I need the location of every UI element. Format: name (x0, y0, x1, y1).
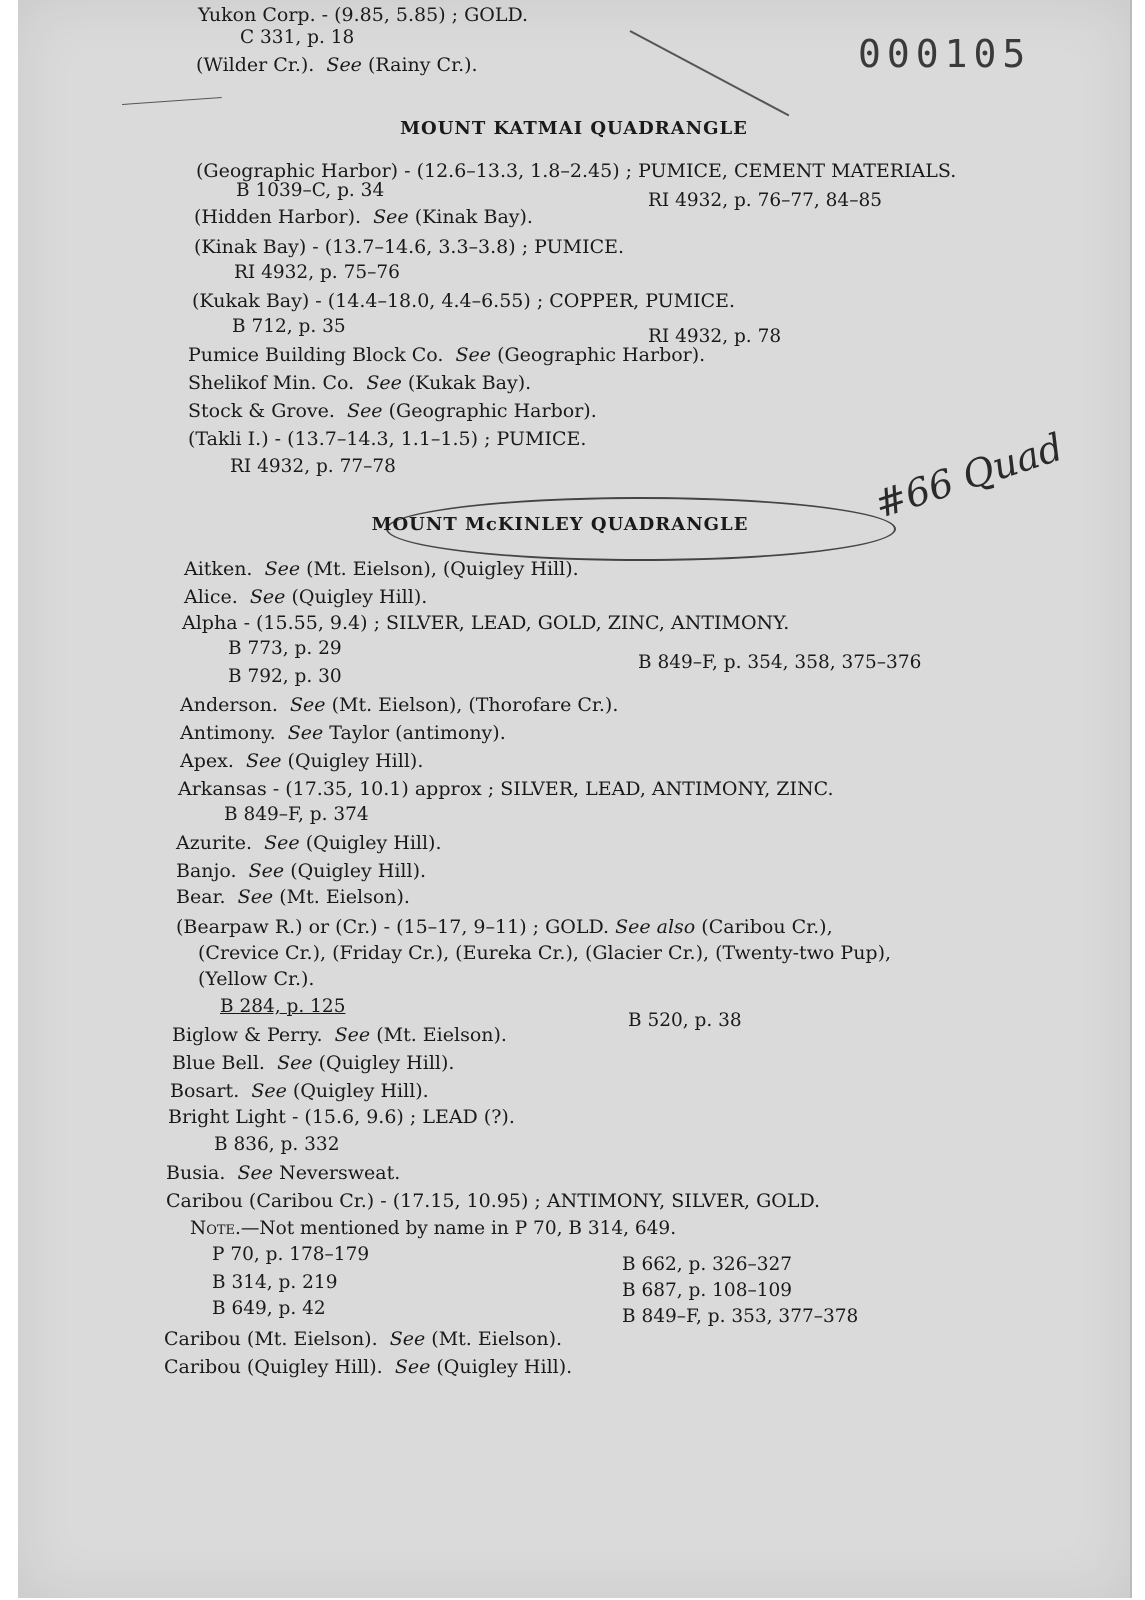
reference: RI 4932, p. 75–76 (234, 262, 400, 283)
entry-line: Caribou (Caribou Cr.) - (17.15, 10.95) ; ANTIMONY, SILVER, GOLD. (166, 1190, 821, 1212)
section-heading-mckinley: MOUNT McKINLEY QUADRANGLE (371, 514, 749, 535)
reference: RI 4932, p. 76–77, 84–85 (648, 190, 882, 211)
reference: B 792, p. 30 (228, 666, 342, 687)
entry-line: (Crevice Cr.), (Friday Cr.), (Eureka Cr.), (Glacier Cr.), (Twenty-two Pup), (198, 942, 892, 964)
reference: B 849–F, p. 353, 377–378 (622, 1306, 859, 1327)
entry-line: (Takli I.) - (13.7–14.3, 1.1–1.5) ; PUMICE. (188, 428, 587, 450)
entry-line: Shelikof Min. Co. See (Kukak Bay). (188, 372, 532, 394)
entry-line: Azurite. See (Quigley Hill). (176, 832, 442, 854)
entry-line: Bosart. See (Quigley Hill). (170, 1080, 429, 1102)
entry-line: Busia. See Neversweat. (166, 1162, 401, 1184)
reference: C 331, p. 18 (240, 27, 355, 48)
entry-line: Aitken. See (Mt. Eielson), (Quigley Hill). (184, 558, 579, 580)
entry-line: Apex. See (Quigley Hill). (180, 750, 424, 772)
reference: B 284, p. 125 (220, 996, 346, 1017)
page-number-stamp: 000105 (858, 32, 1032, 76)
reference: B 662, p. 326–327 (622, 1254, 793, 1275)
entry-line: Biglow & Perry. See (Mt. Eielson). (172, 1024, 507, 1046)
entry-line: Bear. See (Mt. Eielson). (176, 886, 410, 908)
reference: B 687, p. 108–109 (622, 1280, 793, 1301)
entry-line: Caribou (Mt. Eielson). See (Mt. Eielson). (164, 1328, 563, 1350)
entry-line: (Yellow Cr.). (198, 968, 315, 990)
pencil-mark (122, 97, 222, 105)
section-heading-katmai: MOUNT KATMAI QUADRANGLE (400, 118, 748, 139)
reference: P 70, p. 178–179 (212, 1244, 370, 1265)
entry-line: (Hidden Harbor). See (Kinak Bay). (194, 206, 533, 228)
entry-line: Yukon Corp. - (9.85, 5.85) ; GOLD. (198, 4, 529, 26)
entry-line: Alice. See (Quigley Hill). (184, 586, 428, 608)
entry-line: (Kukak Bay) - (14.4–18.0, 4.4–6.55) ; COPPER, PUMICE. (192, 290, 736, 312)
reference: B 1039–C, p. 34 (236, 180, 385, 201)
reference: B 520, p. 38 (628, 1010, 742, 1031)
reference: B 773, p. 29 (228, 638, 342, 659)
document-page (18, 0, 1132, 1598)
reference: B 849–F, p. 374 (224, 804, 369, 825)
note-line: Note.—Not mentioned by name in P 70, B 314, 649. (190, 1218, 677, 1239)
reference: RI 4932, p. 77–78 (230, 456, 396, 477)
pencil-mark (630, 30, 790, 116)
entry-line: Blue Bell. See (Quigley Hill). (172, 1052, 455, 1074)
reference: B 712, p. 35 (232, 316, 346, 337)
entry-line: (Bearpaw R.) or (Cr.) - (15–17, 9–11) ; GOLD. See also (Caribou Cr.), (176, 916, 833, 938)
entry-line: (Geographic Harbor) - (12.6–13.3, 1.8–2.45) ; PUMICE, CEMENT MATERIALS. (196, 160, 957, 182)
entry-line: Pumice Building Block Co. See (Geographic Harbor). (188, 344, 706, 366)
entry-line: Banjo. See (Quigley Hill). (176, 860, 427, 882)
reference: B 649, p. 42 (212, 1298, 326, 1319)
reference: B 836, p. 332 (214, 1134, 340, 1155)
entry-line: (Wilder Cr.). See (Rainy Cr.). (196, 54, 478, 76)
entry-line: Caribou (Quigley Hill). See (Quigley Hill). (164, 1356, 573, 1378)
entry-line: Antimony. See Taylor (antimony). (180, 722, 506, 744)
entry-line: Bright Light - (15.6, 9.6) ; LEAD (?). (168, 1106, 515, 1128)
entry-line: Anderson. See (Mt. Eielson), (Thorofare Cr.). (180, 694, 619, 716)
handwritten-note: #66 Quad (869, 424, 1069, 527)
reference: RI 4932, p. 78 (648, 326, 782, 347)
entry-line: Alpha - (15.55, 9.4) ; SILVER, LEAD, GOLD, ZINC, ANTIMONY. (182, 612, 790, 634)
entry-line: Arkansas - (17.35, 10.1) approx ; SILVER, LEAD, ANTIMONY, ZINC. (178, 778, 834, 800)
reference: B 849–F, p. 354, 358, 375–376 (638, 652, 922, 673)
entry-line: (Kinak Bay) - (13.7–14.6, 3.3–3.8) ; PUMICE. (194, 236, 625, 258)
entry-line: Stock & Grove. See (Geographic Harbor). (188, 400, 597, 422)
reference: B 314, p. 219 (212, 1272, 338, 1293)
